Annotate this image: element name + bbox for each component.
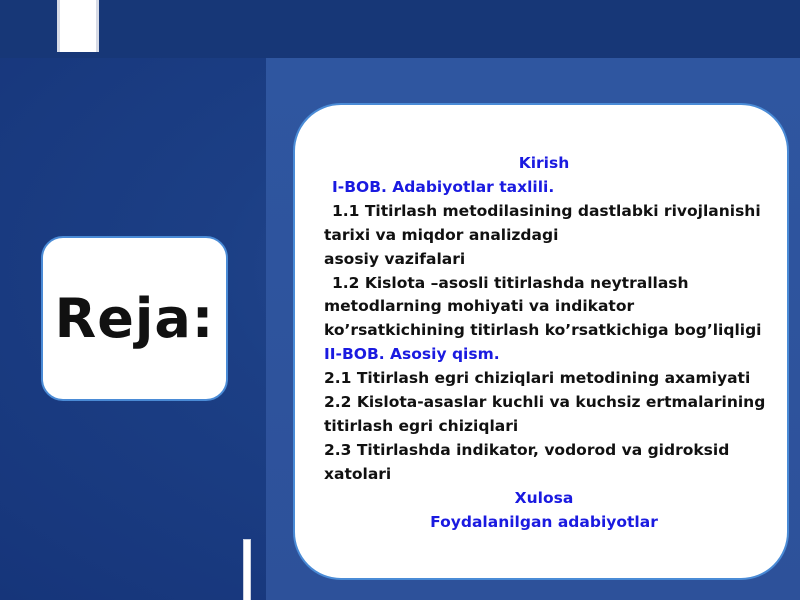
plan-list xyxy=(324,152,764,535)
plan-item-2-2-cont: titirlash egri chiziqlari xyxy=(324,416,519,435)
title-box xyxy=(41,236,228,401)
plan-item-1-1-cont: tarixi va miqdor analizdagi xyxy=(324,225,559,244)
plan-item-intro: Kirish xyxy=(518,154,570,172)
plan-item-2-3: 2.3 Titirlashda indikator, vodorod va gidroksid xyxy=(324,440,730,459)
plan-item-1-1-cont2: asosiy vazifalari xyxy=(324,249,466,268)
plan-item-2-3-cont: xatolari xyxy=(324,464,392,483)
plan-item-2-2: 2.2 Kislota-asaslar kuchli va kuchsiz ertmalarining xyxy=(324,393,766,412)
plan-item-1-2-cont2: ko’rsatkichining titirlash ko’rsatkichiga bog’liqligi xyxy=(324,321,762,340)
plan-item-1-2-cont: metodlarning mohiyati va indikator xyxy=(324,297,635,316)
decorative-line-bottom xyxy=(244,540,250,600)
decorative-bar-top xyxy=(57,0,99,52)
plan-item-1-2: 1.2 Kislota –asosli titirlashda neytrallash xyxy=(332,273,689,292)
plan-item-1-1: 1.1 Titirlash metodilasining dastlabki rivojlanishi xyxy=(332,201,761,220)
plan-item-references: Foydalanilgan adabiyotlar xyxy=(430,512,658,531)
plan-item-conclusion: Xulosa xyxy=(514,488,574,507)
top-band xyxy=(0,0,800,58)
plan-item-2-1: 2.1 Titirlash egri chiziqlari metodining axamiyati xyxy=(324,369,751,388)
slide-title: Reja: xyxy=(54,287,215,350)
plan-chapter-1: I-BOB. Adabiyotlar taxlili. xyxy=(332,177,555,196)
plan-chapter-2: II-BOB. Asosiy qism. xyxy=(324,345,500,364)
